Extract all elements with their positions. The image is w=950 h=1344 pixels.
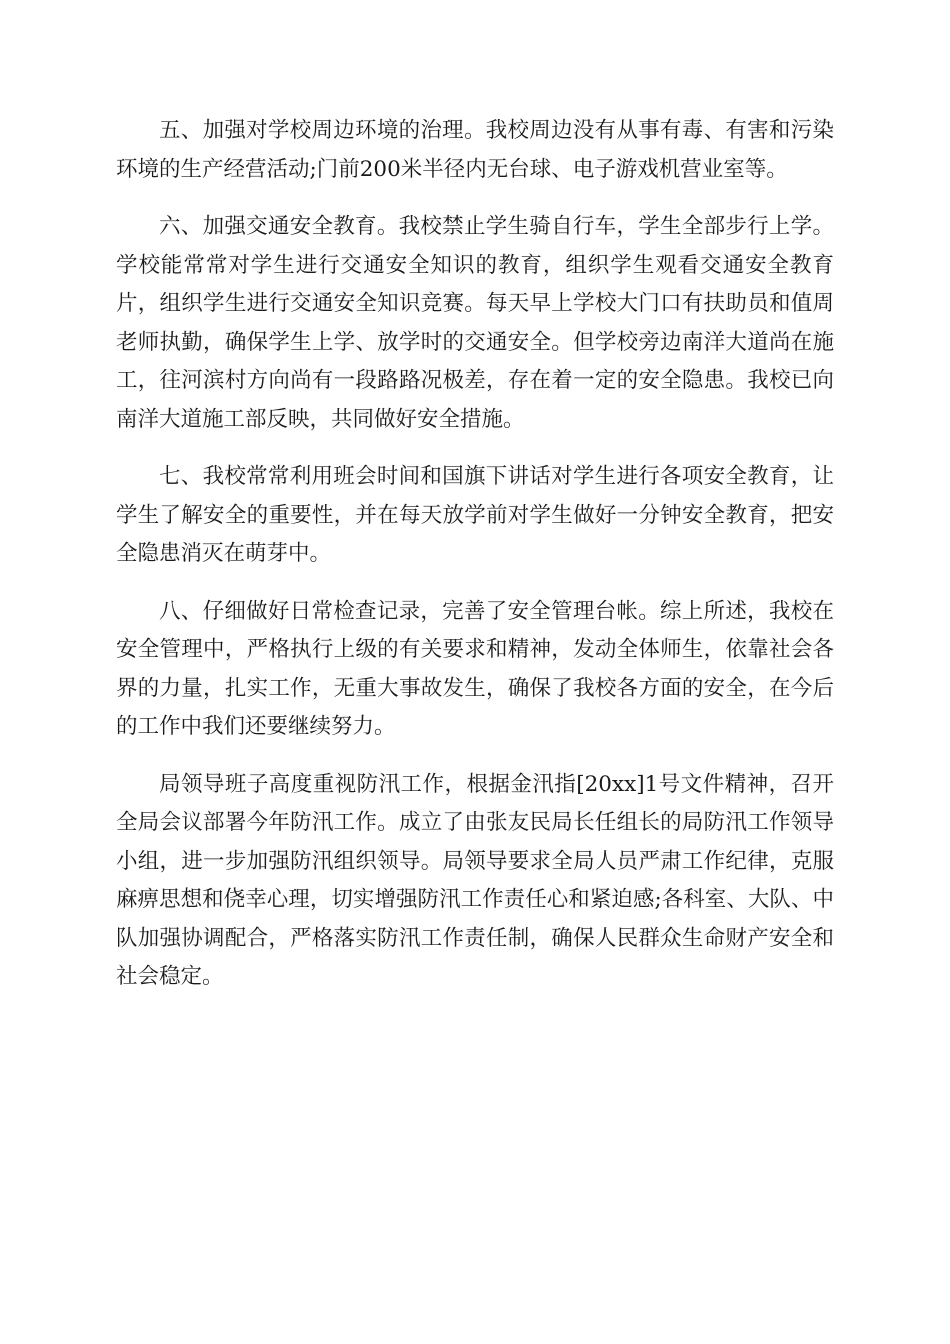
document-body xyxy=(116,112,834,1016)
paragraph-six: 六、加强交通安全教育。我校禁止学生骑自行车，学生全部步行上学。学校能常常对学生进行交通安全知识的教育，组织学生观看交通安全教育片，组织学生进行交通安全知识竞赛。每天早上学校大门口有扶助员和值周老师执勤，确保学生上学、放学时的交通安全。但学校旁边南洋大道尚在施工，往河滨村方向尚有一段路路况极差，存在着一定的安全隐患。我校已向南洋大道施工部反映，共同做好安全措施。 xyxy=(116,214,834,432)
paragraph-seven: 七、我校常常利用班会时间和国旗下讲话对学生进行各项安全教育，让学生了解安全的重要性，并在每天放学前对学生做好一分钟安全教育，把安全隐患消灭在萌芽中。 xyxy=(116,464,834,566)
paragraph-five: 五、加强对学校周边环境的治理。我校周边没有从事有毒、有害和污染环境的生产经营活动;门前200米半径内无台球、电子游戏机营业室等。 xyxy=(116,118,834,182)
paragraph-flood-control: 局领导班子高度重视防汛工作，根据金汛指[20xx]1号文件精神，召开全局会议部署今年防汛工作。成立了由张友民局长任组长的局防汛工作领导小组，进一步加强防汛组织领导。局领导要求全局人员严肃工作纪律，克服麻痹思想和侥幸心理，切实增强防汛工作责任心和紧迫感;各科室、大队、中队加强协调配合，严格落实防汛工作责任制，确保人民群众生命财产安全和社会稳定。 xyxy=(116,771,834,989)
paragraph-eight: 八、仔细做好日常检查记录，完善了安全管理台帐。综上所述，我校在安全管理中，严格执行上级的有关要求和精神，发动全体师生，依靠社会各界的力量，扎实工作，无重大事故发生，确保了我校各方面的安全，在今后的工作中我们还要继续努力。 xyxy=(116,598,834,739)
